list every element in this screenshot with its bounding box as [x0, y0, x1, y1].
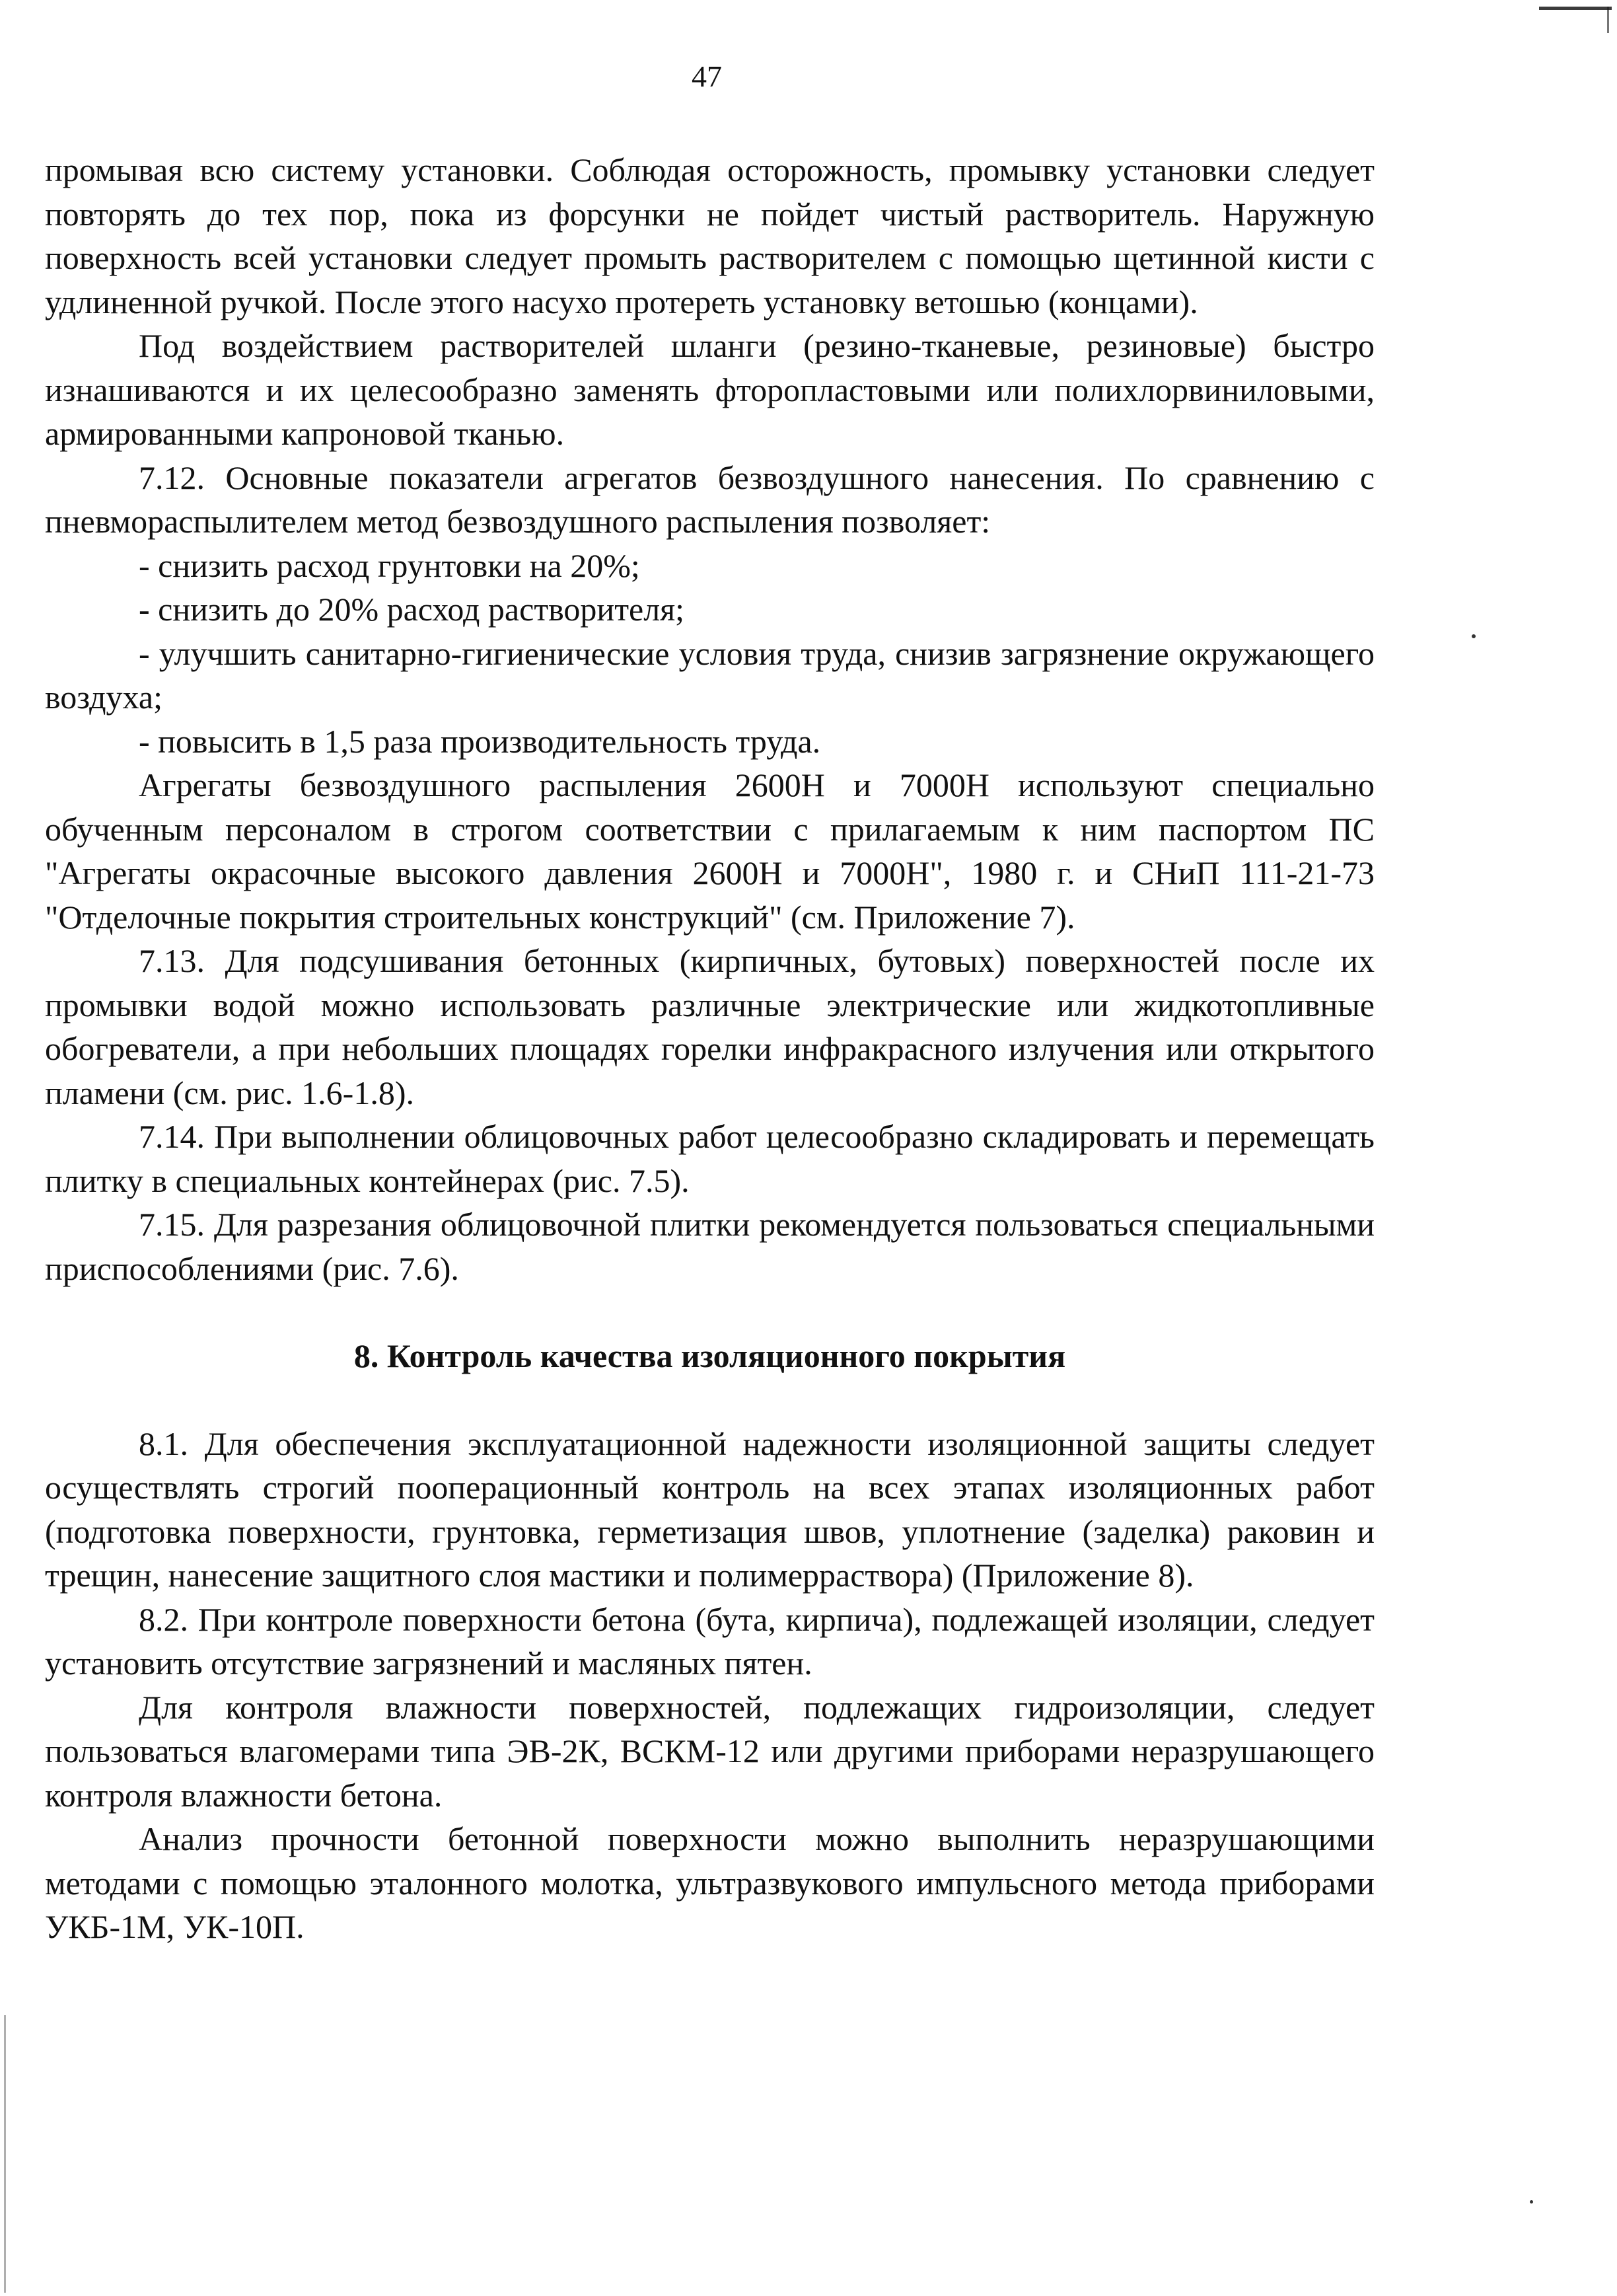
- paragraph: Агрегаты безвоздушного распыления 2600Н и 7000Н используют специально обученным персоналом в строгом соответствии с прилагаемым к ним паспортом ПС "Агрегаты окрасочные высокого давления 2600Н и 7000Н", 1980 г. и СНиП 111-21-73 "Отделочные покрытия строительных конструкций" (см. Приложение 7).: [45, 766, 1375, 936]
- scan-speck: [1530, 2200, 1533, 2203]
- list-item: - улучшить санитарно-гигиенические условия труда, снизив загрязнение окружающего воздуха;: [45, 634, 1375, 716]
- paragraph: Анализ прочности бетонной поверхности можно выполнить неразрушающими методами с помощью эталонного молотка, ультразвукового импульсного метода приборами УКБ-1М, УК-10П.: [45, 1820, 1375, 1945]
- scan-edge-mark: [1607, 7, 1609, 33]
- list-item: - снизить расход грунтовки на 20%;: [139, 546, 640, 584]
- paragraph: Для контроля влажности поверхностей, подлежащих гидроизоляции, следует пользоваться влагомерами типа ЭВ-2К, ВСКМ-12 или другими приборами неразрушающего контроля влажности бетона.: [45, 1688, 1375, 1814]
- body-text: [45, 148, 1375, 1949]
- scan-edge-mark: [1539, 7, 1612, 10]
- paragraph: 8.1. Для обеспечения эксплуатационной надежности изоляционной защиты следует осуществлять строгий пооперационный контроль на всех этапах изоляционных работ (подготовка поверхности, грунтовка, герметизация швов, уплотнение (заделка) раковин и трещин, нанесение защитного слоя мастики и полимерраствора) (Приложение 8).: [45, 1425, 1375, 1594]
- paragraph: промывая всю систему установки. Соблюдая осторожность, промывку установки следует повторять до тех пор, пока из форсунки не пойдет чистый растворитель. Наружную поверхность всей установки следует промыть растворителем с помощью щетинной кисти с удлиненной ручкой. После этого насухо протереть установку ветошью (концами).: [45, 151, 1375, 320]
- section-heading: 8. Контроль качества изоляционного покрытия: [353, 1337, 1066, 1374]
- paragraph: Под воздействием растворителей шланги (резино-тканевые, резиновые) быстро изнашиваются и их целесообразно заменять фторопластовыми или полихлорвиниловыми, армированными капроновой тканью.: [45, 327, 1375, 452]
- paragraph: 7.13. Для подсушивания бетонных (кирпичных, бутовых) поверхностей после их промывки водой можно использовать различные электрические или жидкотопливные обогреватели, а при небольших площадях горелки инфракрасного излучения или открытого пламени (см. рис. 1.6-1.8).: [45, 942, 1375, 1111]
- scan-edge-mark: [4, 2015, 6, 2293]
- page-number: 47: [692, 59, 722, 93]
- paragraph: 8.2. При контроле поверхности бетона (бута, кирпича), подлежащей изоляции, следует установить отсутствие загрязнений и масляных пятен.: [45, 1600, 1375, 1682]
- list-item: - повысить в 1,5 раза производительность труда.: [139, 722, 821, 760]
- list-item: - снизить до 20% расход растворителя;: [139, 591, 685, 628]
- scan-speck: [1472, 634, 1476, 638]
- paragraph: 7.14. При выполнении облицовочных работ целесообразно складировать и перемещать плитку в специальных контейнерах (рис. 7.5).: [45, 1118, 1375, 1199]
- paragraph: 7.15. Для разрезания облицовочной плитки рекомендуется пользоваться специальными приспособлениями (рис. 7.6).: [45, 1206, 1375, 1287]
- paragraph: 7.12. Основные показатели агрегатов безвоздушного нанесения. По сравнению с пневмораспылителем метод безвоздушного распыления позволяет:: [45, 459, 1375, 540]
